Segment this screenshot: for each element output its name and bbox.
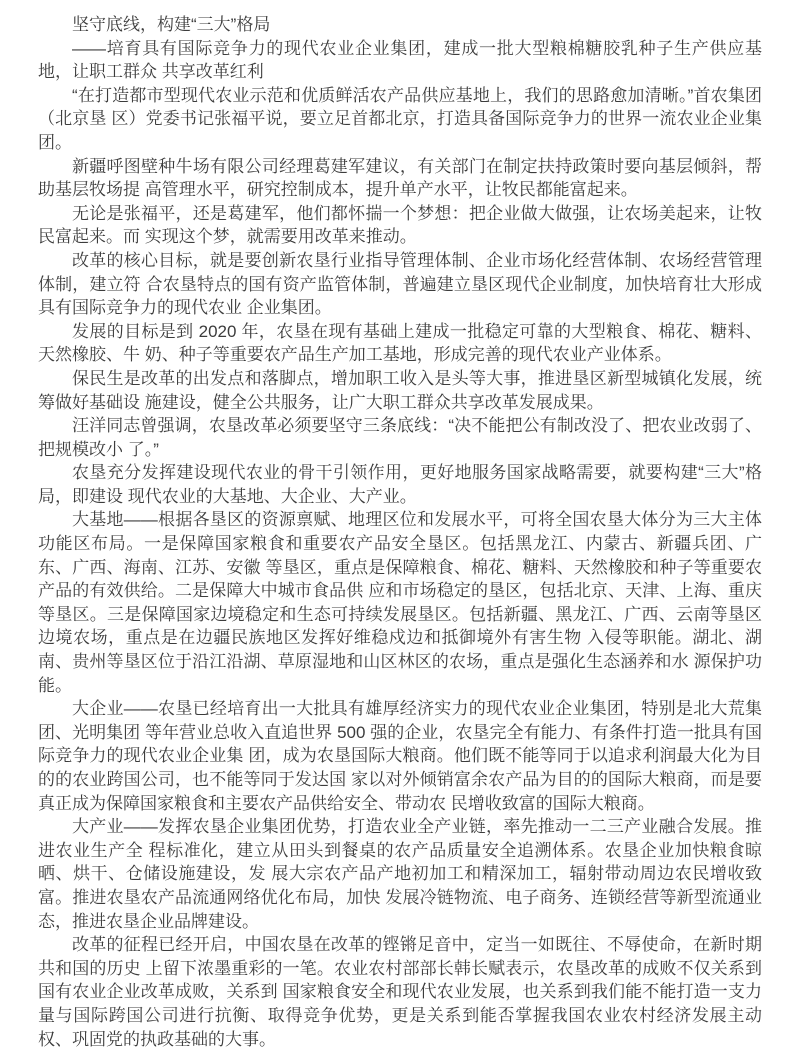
paragraph: 改革的核心目标，就是要创新农垦行业指导管理体制、企业市场化经营体制、农场经营管理体制，建立符 合农垦特点的国有资产监管体制，普遍建立垦区现代企业制度，加快培育壮大形成具有国际竞争力的现代农业 企业集团。 <box>38 250 762 318</box>
paragraph-headline: 坚守底线，构建“三大”格局 <box>72 15 271 34</box>
paragraph-closing: 改革的征程已经开启，中国农垦在改革的铿锵足音中，定当一如既往、不辱使命，在新时期共和国的历史 上留下浓墨重彩的一笔。农业农村部部长韩长赋表示，农垦改革的成败不仅关系到国有农业企业改革成败，关系到 国家粮食安全和现代农业发展，也关系到我们能不能打造一支力量与国际跨国公司进行抗衡、取得竞争优势，更是关系到能否掌握我国农业农村经济发展主动权、巩固党的执政基础的大事。 <box>38 935 762 1049</box>
paragraph: 农垦充分发挥建设现代农业的骨干引领作用，更好地服务国家战略需要，就要构建“三大”格局，即建设 现代农业的大基地、大企业、大产业。 <box>38 463 762 506</box>
paragraph: 保民生是改革的出发点和落脚点，增加职工收入是头等大事，推进垦区新型城镇化发展，统筹做好基础设 施建设，健全公共服务，让广大职工群众共享改革发展成果。 <box>38 368 762 412</box>
paragraph: “在打造都市型现代农业示范和优质鲜活农产品供应基地上，我们的思路愈加清晰。”首农集团（北京垦 区）党委书记张福平说，要立足首都北京，打造具备国际竞争力的世界一流农业企业集团。 <box>38 85 762 152</box>
paragraph-big-base: 大基地——根据各垦区的资源禀赋、地理区位和发展水平，可将全国农垦大体分为三大主体功能区布局。一是保障国家粮食和重要农产品安全垦区。包括黑龙江、内蒙古、新疆兵团、广东、广西、海南、江苏、安徽 等垦区，重点是保障粮食、棉花、糖料、天然橡胶和种子等重要农产品的有效供给。二是保障大中城市食品供 应和市场稳定的垦区，包括北京、天津、上海、重庆等垦区。三是保障国家边境稳定和生态可持续发展垦区。包括新疆、黑龙江、广西、云南等垦区边境农场，重点是在边疆民族地区发挥好维稳戍边和抵御境外有害生物 入侵等职能。湖北、湖南、贵州等垦区位于沿江沿湖、草原湿地和山区林区的农场，重点是强化生态涵养和水 源保护功能。 <box>38 510 762 695</box>
paragraph: 发展的目标是到 2020 年，农垦在现有基础上建成一批稳定可靠的大型粮食、棉花、糖料、天然橡胶、牛 奶、种子等重要农产品生产加工基地，形成完善的现代农业产业体系。 <box>38 321 762 365</box>
paragraph: 新疆呼图壁种牛场有限公司经理葛建军建议，有关部门在制定扶持政策时要向基层倾斜，帮助基层牧场提 高管理水平，研究控制成本，提升单产水平，让牧民都能富起来。 <box>38 156 762 200</box>
paragraph-big-industry: 大产业——发挥农垦企业集团优势，打造农业全产业链，率先推动一二三产业融合发展。推进农业生产全 程标准化，建立从田头到餐桌的农产品质量安全追溯体系。农垦企业加快粮食晾晒、烘干、仓储设施建设，发 展大宗农产品产地初加工和精深加工，辐射带动周边农民增收致富。推进农垦农产品流通网络优化布局，加快 发展冷链物流、电子商务、连锁经营等新型流通业态，推进农垦企业品牌建设。 <box>38 817 762 931</box>
paragraph: 汪洋同志曾强调，农垦改革必须要坚守三条底线：“决不能把公有制改没了、把农业改弱了、把规模改小 了。” <box>38 416 762 459</box>
paragraph-subheadline: ——培育具有国际竞争力的现代农业企业集团，建成一批大型粮棉糖胶乳种子生产供应基地，让职工群众 共享改革红利 <box>38 38 762 82</box>
paragraph: 无论是张福平，还是葛建军，他们都怀揣一个梦想：把企业做大做强，让农场美起来，让牧民富起来。而 实现这个梦，就需要用改革来推动。 <box>38 203 762 247</box>
paragraph-big-enterprise: 大企业——农垦已经培育出一大批具有雄厚经济实力的现代农业企业集团，特别是北大荒集团、光明集团 等年营业总收入直追世界 500 强的企业，农垦完全有能力、有条件打造一批具有国际竞争力的现代农业企业集 团，成为农垦国际大粮商。他们既不能等同于以追求利润最大化为目的的农业跨国公司，也不能等同于发达国 家以对外倾销富余农产品为目的的国际大粮商，而是要真正成为保障国家粮食和主要农产品供给安全、带动农 民增收致富的国际大粮商。 <box>38 699 762 813</box>
